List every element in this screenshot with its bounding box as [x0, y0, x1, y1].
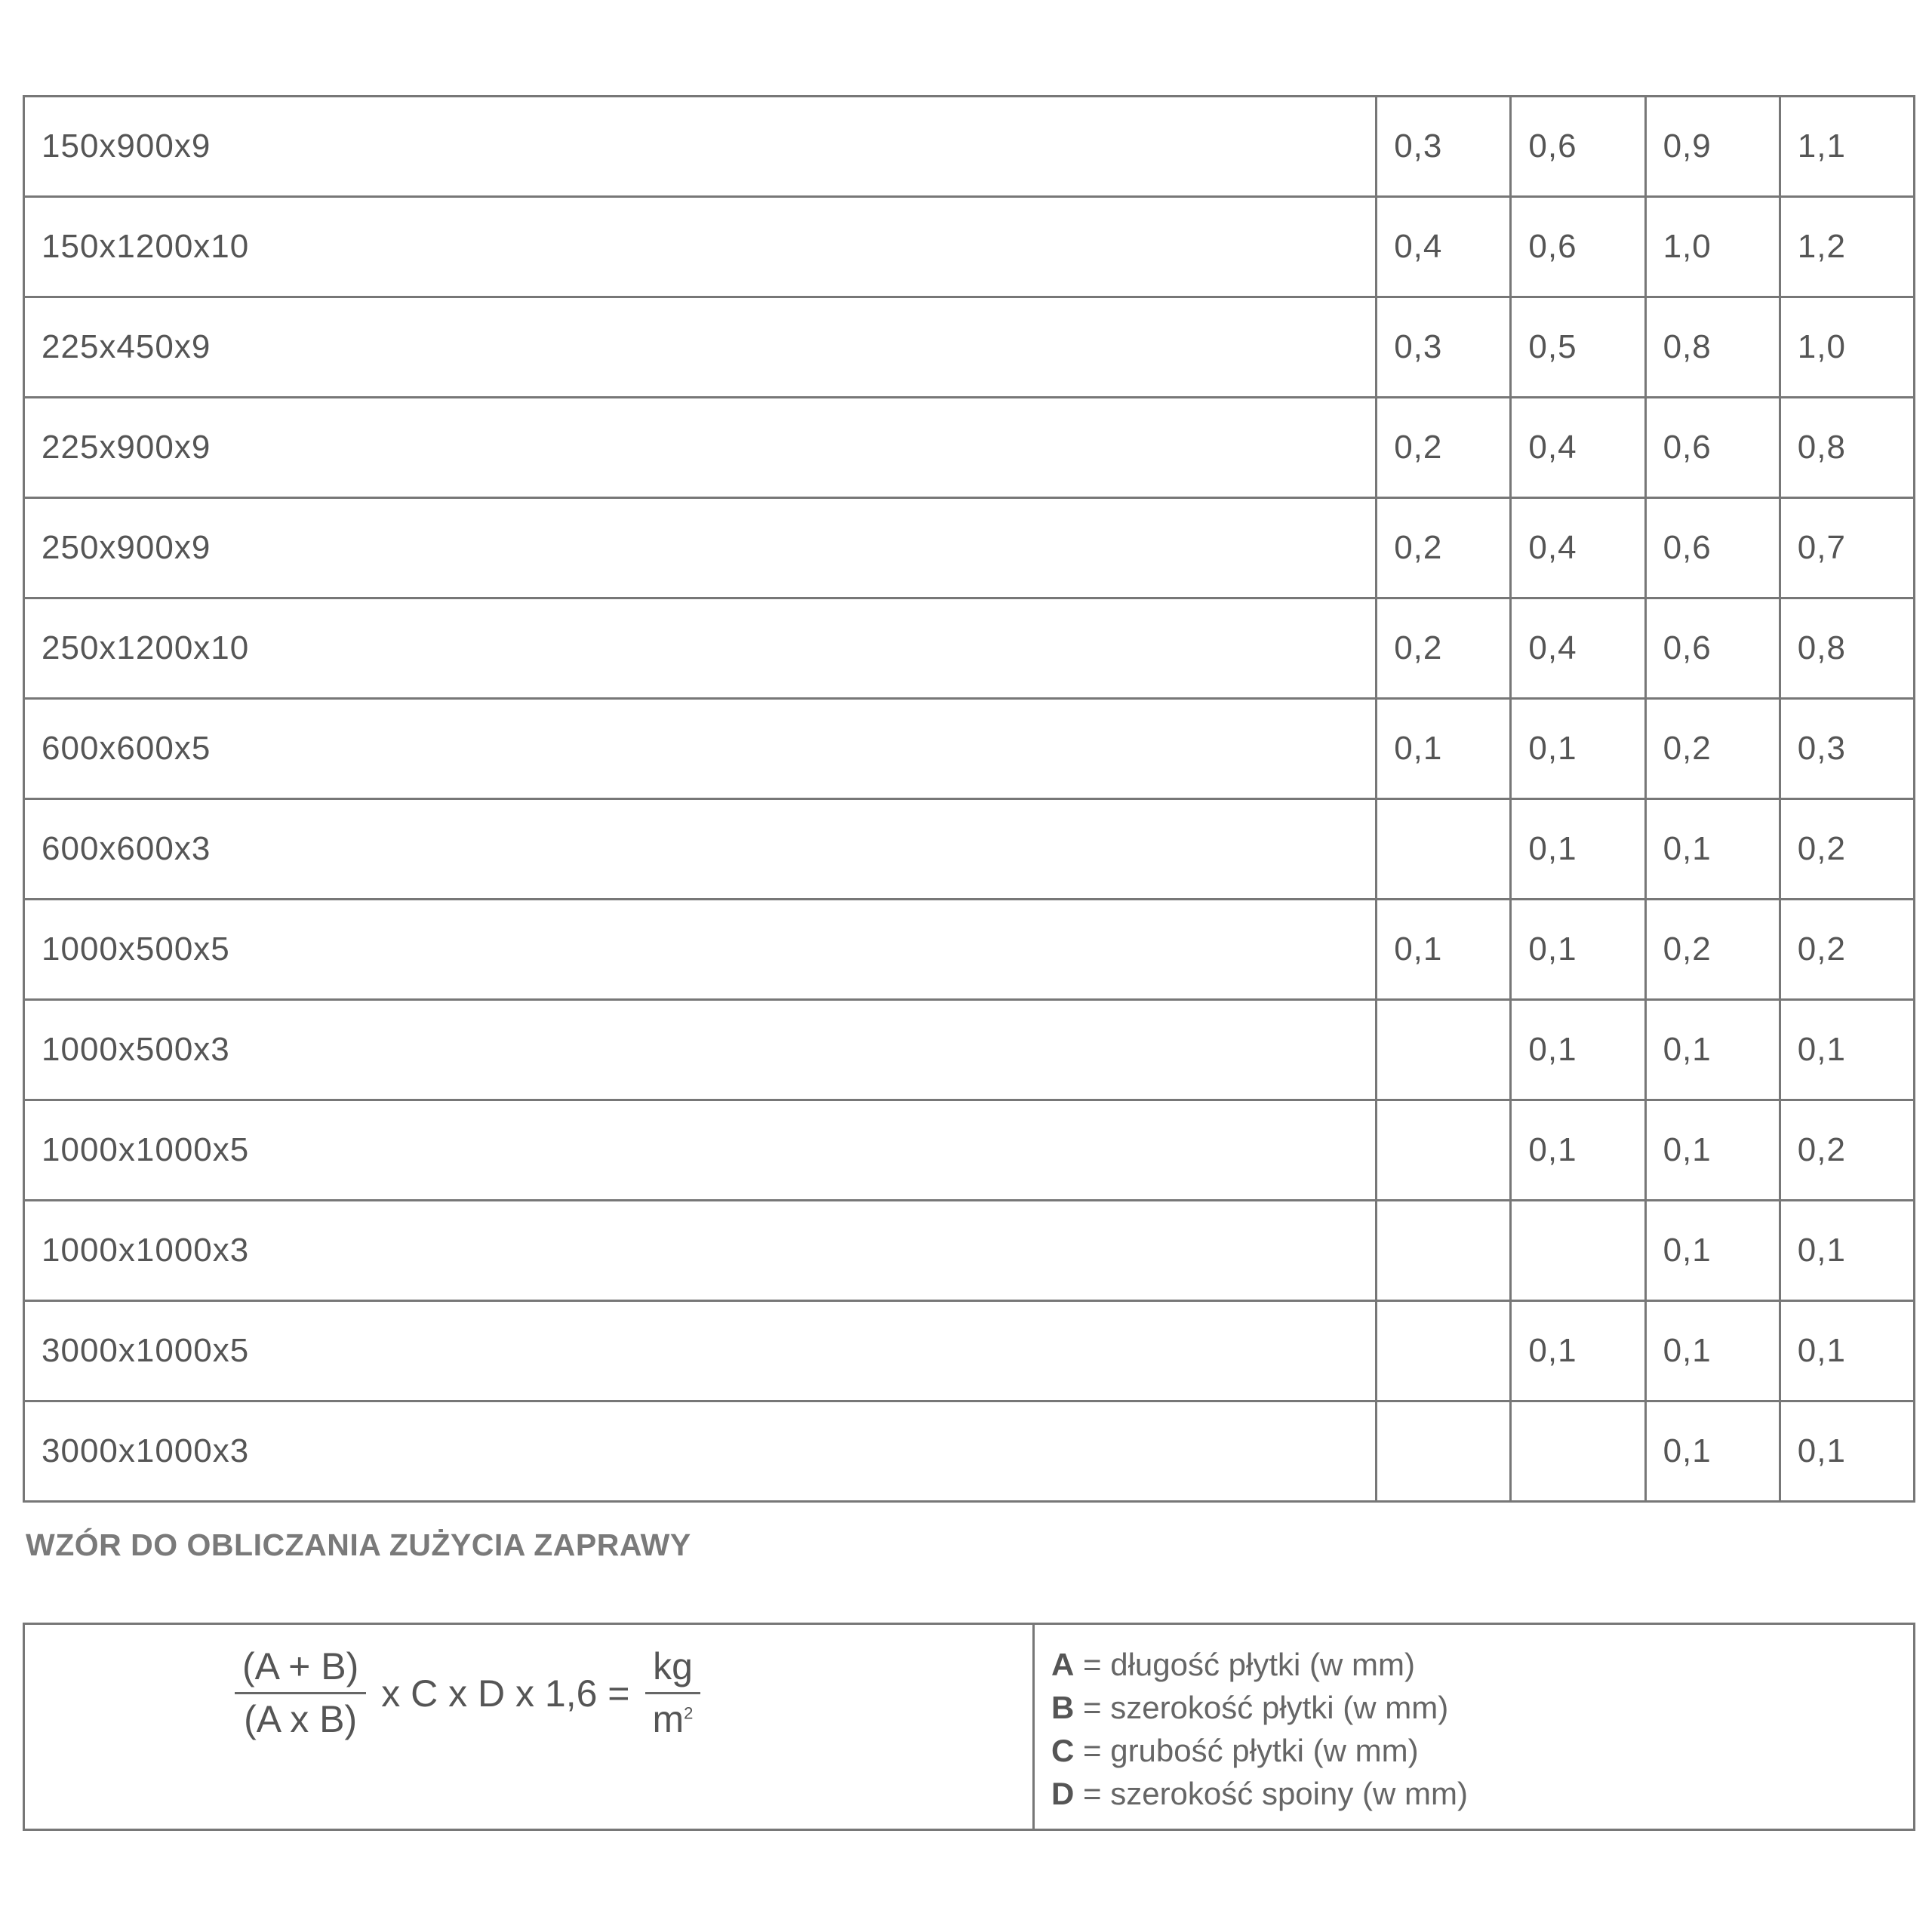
consumption-value-cell: 0,1	[1645, 1100, 1780, 1201]
consumption-value-cell: 0,6	[1645, 398, 1780, 498]
tile-size-cell: 1000x500x5	[24, 900, 1377, 1000]
consumption-value-cell: 0,1	[1780, 1000, 1914, 1100]
consumption-value-cell: 0,6	[1511, 97, 1645, 197]
consumption-value-cell: 0,1	[1645, 1201, 1780, 1301]
unit-numerator: kg	[645, 1646, 700, 1694]
consumption-value-cell: 0,4	[1377, 197, 1511, 297]
consumption-value-cell: 0,9	[1645, 97, 1780, 197]
table-row	[24, 1401, 1915, 1502]
legend-cell	[1035, 1625, 1913, 1829]
consumption-value-cell: 0,4	[1511, 498, 1645, 598]
table-body	[24, 97, 1915, 1502]
legend-item-c	[1051, 1729, 1913, 1772]
table-row	[24, 699, 1915, 799]
consumption-value-cell: 0,2	[1780, 900, 1914, 1000]
tile-size-cell: 600x600x3	[24, 799, 1377, 900]
table-row	[24, 1100, 1915, 1201]
consumption-value-cell: 0,8	[1645, 297, 1780, 398]
legend-var: D	[1051, 1776, 1075, 1811]
tile-size-cell: 250x1200x10	[24, 598, 1377, 699]
consumption-value-cell: 0,8	[1780, 598, 1914, 699]
legend-text: = grubość płytki (w mm)	[1074, 1733, 1419, 1768]
consumption-value-cell: 0,1	[1511, 799, 1645, 900]
consumption-value-cell: 1,0	[1780, 297, 1914, 398]
tile-size-cell: 150x1200x10	[24, 197, 1377, 297]
consumption-value-cell: 0,1	[1780, 1201, 1914, 1301]
consumption-value-cell: 0,6	[1511, 197, 1645, 297]
formula-box	[23, 1623, 1915, 1831]
legend-text: = długość płytki (w mm)	[1074, 1647, 1415, 1682]
consumption-value-cell: 0,8	[1780, 398, 1914, 498]
consumption-value-cell	[1377, 799, 1511, 900]
consumption-value-cell: 0,1	[1645, 1301, 1780, 1401]
legend-var: C	[1051, 1733, 1075, 1768]
consumption-table	[23, 95, 1915, 1503]
unit-denominator	[645, 1694, 701, 1740]
consumption-value-cell	[1377, 1100, 1511, 1201]
consumption-value-cell: 0,6	[1645, 498, 1780, 598]
fraction-numerator: (A + B)	[235, 1646, 366, 1694]
consumption-value-cell: 0,6	[1645, 598, 1780, 699]
consumption-value-cell: 0,1	[1377, 699, 1511, 799]
tile-size-cell: 600x600x5	[24, 699, 1377, 799]
legend-item-d	[1051, 1772, 1913, 1815]
consumption-value-cell: 0,2	[1645, 900, 1780, 1000]
legend-var: A	[1051, 1647, 1075, 1682]
table-row	[24, 297, 1915, 398]
consumption-value-cell	[1511, 1201, 1645, 1301]
tile-size-cell: 3000x1000x5	[24, 1301, 1377, 1401]
consumption-value-cell: 0,1	[1377, 900, 1511, 1000]
table-row	[24, 197, 1915, 297]
consumption-value-cell: 1,0	[1645, 197, 1780, 297]
consumption-value-cell: 0,3	[1780, 699, 1914, 799]
table-row	[24, 900, 1915, 1000]
tile-size-cell: 250x900x9	[24, 498, 1377, 598]
consumption-value-cell: 0,1	[1780, 1301, 1914, 1401]
tile-size-cell: 1000x1000x3	[24, 1201, 1377, 1301]
formula-cell	[25, 1625, 1035, 1829]
legend-var: B	[1051, 1690, 1075, 1725]
legend-text: = szerokość spoiny (w mm)	[1074, 1776, 1468, 1811]
table-row	[24, 799, 1915, 900]
consumption-value-cell	[1377, 1000, 1511, 1100]
unit-exponent: 2	[684, 1703, 694, 1723]
legend-item-a	[1051, 1643, 1913, 1686]
consumption-value-cell: 0,3	[1377, 97, 1511, 197]
consumption-value-cell: 0,1	[1511, 900, 1645, 1000]
consumption-value-cell: 1,2	[1780, 197, 1914, 297]
consumption-value-cell: 0,2	[1377, 498, 1511, 598]
unit-fraction	[645, 1646, 701, 1740]
consumption-value-cell: 0,2	[1645, 699, 1780, 799]
consumption-value-cell: 0,3	[1377, 297, 1511, 398]
table-row	[24, 1201, 1915, 1301]
tile-size-cell: 150x900x9	[24, 97, 1377, 197]
consumption-value-cell: 0,1	[1645, 1000, 1780, 1100]
consumption-value-cell: 0,1	[1511, 699, 1645, 799]
consumption-value-cell: 0,1	[1511, 1301, 1645, 1401]
legend-item-b	[1051, 1686, 1913, 1729]
formula	[230, 1646, 705, 1740]
consumption-value-cell	[1511, 1401, 1645, 1502]
unit-base: m	[652, 1698, 685, 1740]
consumption-value-cell: 0,1	[1511, 1100, 1645, 1201]
consumption-value-cell: 0,7	[1780, 498, 1914, 598]
consumption-value-cell: 0,2	[1377, 398, 1511, 498]
tile-size-cell: 1000x500x3	[24, 1000, 1377, 1100]
consumption-value-cell: 0,2	[1780, 799, 1914, 900]
consumption-value-cell: 0,4	[1511, 398, 1645, 498]
tile-fraction	[235, 1646, 366, 1740]
table-row	[24, 1301, 1915, 1401]
consumption-value-cell: 0,4	[1511, 598, 1645, 699]
fraction-denominator: (A x B)	[244, 1698, 358, 1740]
consumption-value-cell: 0,1	[1645, 1401, 1780, 1502]
consumption-value-cell: 0,5	[1511, 297, 1645, 398]
consumption-value-cell: 0,1	[1645, 799, 1780, 900]
consumption-value-cell	[1377, 1201, 1511, 1301]
table-row	[24, 398, 1915, 498]
tile-size-cell: 225x450x9	[24, 297, 1377, 398]
tile-size-cell: 3000x1000x3	[24, 1401, 1377, 1502]
table-row	[24, 1000, 1915, 1100]
consumption-value-cell: 0,1	[1511, 1000, 1645, 1100]
section-heading: WZÓR DO OBLICZANIA ZUŻYCIA ZAPRAWY	[26, 1527, 691, 1562]
table-row	[24, 498, 1915, 598]
tile-size-cell: 1000x1000x5	[24, 1100, 1377, 1201]
consumption-value-cell: 1,1	[1780, 97, 1914, 197]
table-row	[24, 97, 1915, 197]
consumption-value-cell: 0,2	[1780, 1100, 1914, 1201]
formula-multipliers: x C x D x 1,6 =	[381, 1672, 630, 1715]
consumption-value-cell	[1377, 1301, 1511, 1401]
legend-text: = szerokość płytki (w mm)	[1074, 1690, 1449, 1725]
consumption-value-cell: 0,1	[1780, 1401, 1914, 1502]
table-row	[24, 598, 1915, 699]
consumption-value-cell: 0,2	[1377, 598, 1511, 699]
consumption-value-cell	[1377, 1401, 1511, 1502]
tile-size-cell: 225x900x9	[24, 398, 1377, 498]
